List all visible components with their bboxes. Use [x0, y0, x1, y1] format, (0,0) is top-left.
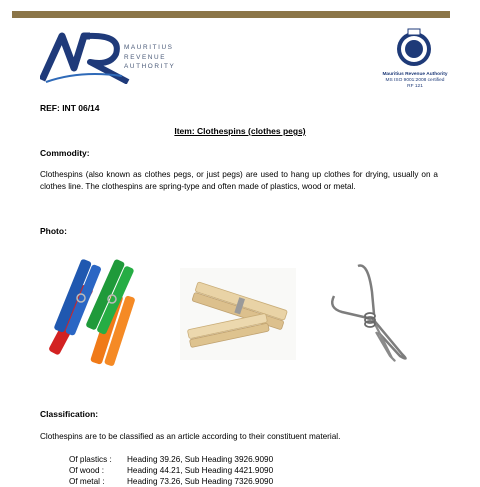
classification-label: Of plastics :: [69, 455, 112, 464]
plastic-clothespins-photo: [48, 255, 160, 370]
cert-line-3: RF 121: [407, 84, 423, 89]
header-rule: [12, 11, 450, 18]
classification-label: Of metal :: [69, 477, 105, 486]
classification-line-wood: [69, 465, 273, 476]
certification-badge: [380, 26, 450, 92]
classification-value: Heading 44.21, Sub Heading 4421.9090: [127, 466, 274, 475]
classification-value: Heading 73.26, Sub Heading 7326.9090: [127, 477, 274, 486]
metal-clothespin-photo: [328, 262, 414, 364]
commodity-heading: Commodity:: [40, 148, 90, 158]
logo-line-3: AUTHORITY: [124, 63, 176, 70]
item-title: Item: Clothespins (clothes pegs): [174, 126, 306, 136]
classification-heading: Classification:: [40, 409, 99, 419]
logo-line-1: MAURITIUS: [124, 44, 174, 51]
classification-line-metal: [69, 476, 273, 487]
classification-line-plastics: [69, 454, 273, 465]
reference-number: REF: INT 06/14: [40, 103, 100, 113]
classification-label: Of wood :: [69, 466, 105, 475]
classification-value: Heading 39.26, Sub Heading 3926.9090: [127, 455, 274, 464]
logo-wordmark: [124, 43, 175, 72]
wooden-clothespins-photo: [180, 268, 296, 360]
cert-line-2: MS ISO 9001:2008 certified: [385, 78, 445, 83]
cert-line-1: Mauritius Revenue Authority: [382, 72, 448, 77]
logo-line-2: REVENUE: [124, 53, 167, 61]
msb-seal-icon: [394, 28, 434, 68]
commodity-description: Clothespins (also known as clothes pegs, or just pegs) are used to hang up clothes for drying, usually on a clothes line. The clothespins are spring-type and often made of plastics, wood or metal.: [40, 170, 438, 191]
photo-heading: Photo:: [40, 226, 67, 236]
classification-description: Clothespins are to be classified as an article according to their constituent material.: [40, 432, 341, 441]
